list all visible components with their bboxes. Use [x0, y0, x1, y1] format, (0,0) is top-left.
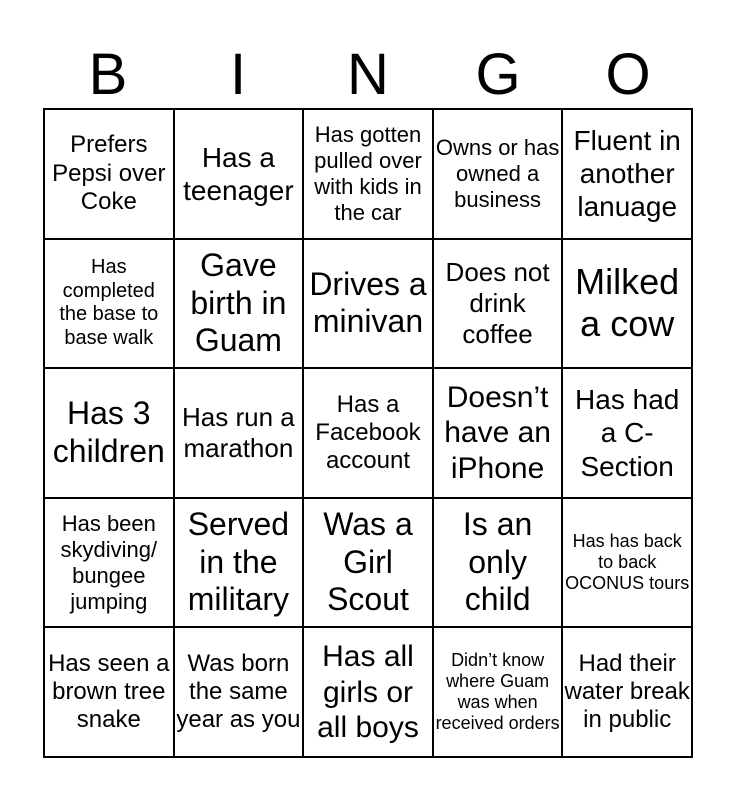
- bingo-header: [43, 42, 693, 108]
- bingo-cell-r2-c1: Has completed the base to base walk: [44, 239, 174, 369]
- bingo-cell-r1-c2: Has a teenager: [174, 109, 304, 239]
- header-letter-g: G: [475, 42, 521, 107]
- bingo-cell-r4-c2: Served in the military: [174, 498, 304, 628]
- bingo-cell-r2-c2: Gave birth in Guam: [174, 239, 304, 369]
- bingo-cell-r5-c2: Was born the same year as you: [174, 627, 304, 757]
- bingo-cell-r3-c2: Has run a marathon: [174, 368, 304, 498]
- bingo-cell-r3-c1: Has 3 children: [44, 368, 174, 498]
- bingo-cell-r5-c1: Has seen a brown tree snake: [44, 627, 174, 757]
- bingo-cell-r2-c5: Milked a cow: [562, 239, 692, 369]
- bingo-cell-r3-c3: Has a Facebook account: [303, 368, 433, 498]
- bingo-cell-r2-c3: Drives a minivan: [303, 239, 433, 369]
- header-letter-n: N: [347, 42, 389, 107]
- bingo-cell-r2-c4: Does not drink coffee: [433, 239, 563, 369]
- bingo-cell-r4-c5: Has has back to back OCONUS tours: [562, 498, 692, 628]
- bingo-cell-r5-c5: Had their water break in public: [562, 627, 692, 757]
- bingo-cell-r1-c5: Fluent in another lanuage: [562, 109, 692, 239]
- header-letter-o: O: [605, 42, 651, 107]
- bingo-cell-r4-c4: Is an only child: [433, 498, 563, 628]
- bingo-cell-r4-c1: Has been skydiving/ bungee jumping: [44, 498, 174, 628]
- bingo-cell-r5-c3: Has all girls or all boys: [303, 627, 433, 757]
- bingo-cell-r1-c3: Has gotten pulled over with kids in the car: [303, 109, 433, 239]
- bingo-cell-r3-c5: Has had a C-Section: [562, 368, 692, 498]
- bingo-cell-r5-c4: Didn’t know where Guam was when received orders: [433, 627, 563, 757]
- header-letter-i: I: [229, 42, 247, 107]
- header-letter-b: B: [88, 42, 128, 107]
- bingo-cell-r1-c1: Prefers Pepsi over Coke: [44, 109, 174, 239]
- bingo-cell-r4-c3: Was a Girl Scout: [303, 498, 433, 628]
- bingo-cell-r1-c4: Owns or has owned a business: [433, 109, 563, 239]
- bingo-cell-r3-c4: Doesn’t have an iPhone: [433, 368, 563, 498]
- bingo-grid: [43, 108, 693, 758]
